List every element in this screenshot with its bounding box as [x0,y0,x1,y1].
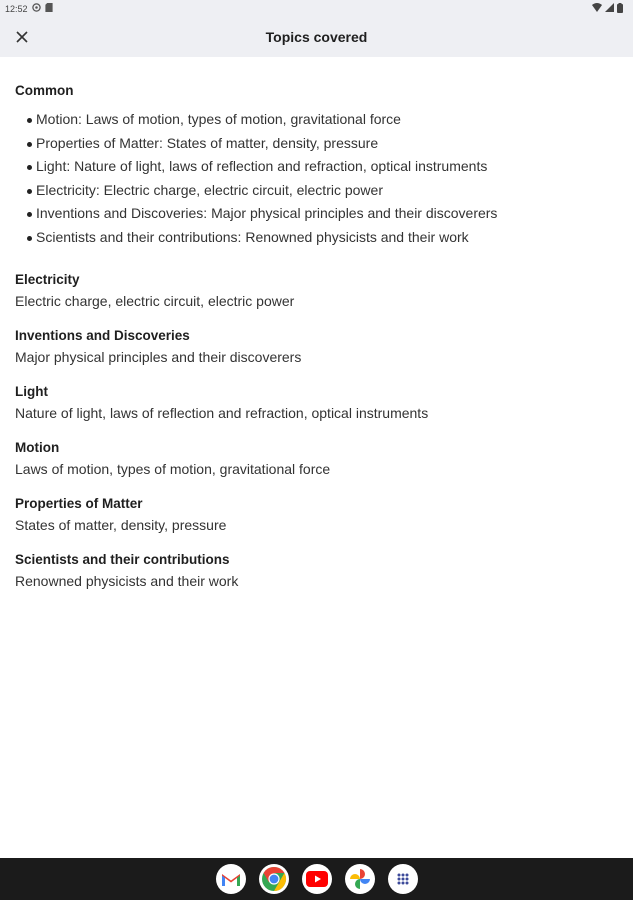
topic-scientists [15,550,618,592]
topic-description: Nature of light, laws of reflection and refraction, optical instruments [15,405,429,421]
topic-description: Laws of motion, types of motion, gravitational force [15,461,331,477]
youtube-icon [306,871,328,887]
topic-title: Scientists and their contributions [15,552,230,567]
sync-icon [32,3,41,14]
common-title: Common [15,83,74,98]
topic-title: Electricity [15,272,80,287]
topic-description: Electric charge, electric circuit, electric power [15,293,295,309]
taskbar [0,858,633,900]
topics-content [15,57,618,606]
list-item: Motion: Laws of motion, types of motion, gravitational force [15,108,618,132]
status-time: 12:52 [5,3,28,14]
app-bar [0,17,633,57]
topic-description: Renowned physicists and their work [15,573,239,589]
wifi-icon [592,3,602,14]
topic-motion [15,438,618,480]
page-title: Topics covered [265,29,368,45]
common-list [15,108,618,249]
topic-electricity [15,270,618,312]
status-bar [0,0,633,17]
signal-icon [605,3,614,14]
sd-card-icon [45,3,53,14]
close-button[interactable] [10,25,34,49]
topic-title: Motion [15,440,60,455]
topic-description: Major physical principles and their discoverers [15,349,302,365]
chrome-icon [261,866,287,892]
photos-icon [349,868,371,890]
topic-inventions [15,326,618,368]
battery-icon [617,3,623,15]
topic-title: Inventions and Discoveries [15,328,190,343]
list-item: Electricity: Electric charge, electric circuit, electric power [15,179,618,203]
topic-list [15,270,618,592]
topic-title: Light [15,384,48,399]
youtube-app-button[interactable] [302,864,332,894]
gmail-icon [221,872,241,887]
list-item: Properties of Matter: States of matter, density, pressure [15,132,618,156]
list-item: Light: Nature of light, laws of reflection and refraction, optical instruments [15,155,618,179]
photos-app-button[interactable] [345,864,375,894]
close-icon [16,31,28,43]
gmail-app-button[interactable] [216,864,246,894]
app-drawer-button[interactable] [388,864,418,894]
topic-description: States of matter, density, pressure [15,517,227,533]
topic-light [15,382,618,424]
list-item: Inventions and Discoveries: Major physical principles and their discoverers [15,202,618,226]
list-item: Scientists and their contributions: Renowned physicists and their work [15,226,618,250]
topic-title: Properties of Matter [15,496,143,511]
chrome-app-button[interactable] [259,864,289,894]
topic-properties-of-matter [15,494,618,536]
app-drawer-icon [396,872,410,886]
